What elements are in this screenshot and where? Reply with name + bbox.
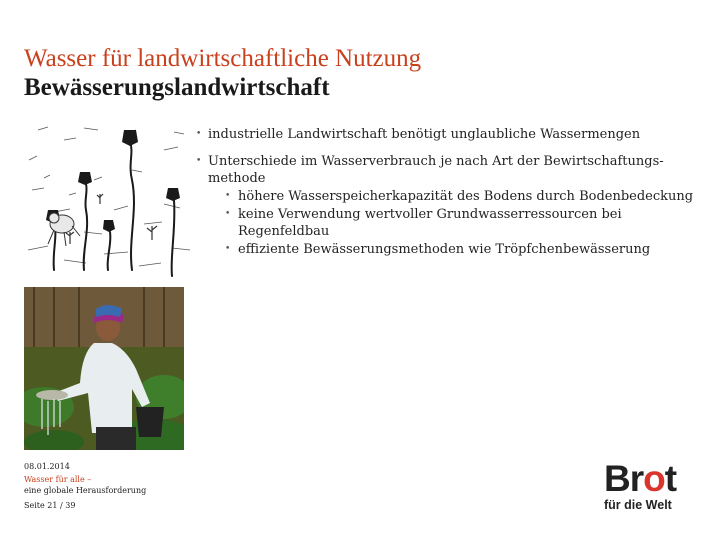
- bullet-text: industrielle Landwirtschaft benötigt unglaubliche Wassermengen: [208, 127, 641, 142]
- bullet-item: [196, 153, 700, 258]
- footer-title-line1: Wasser für alle –: [24, 475, 92, 484]
- sub-bullet-item: • höhere Wasserspeicherkapazität des Bodens durch Bodenbedeckung: [208, 188, 700, 205]
- footer-date: 08.01.2014: [24, 462, 70, 471]
- cartoon-illustration: [24, 120, 194, 278]
- logo-wordmark-o: o: [643, 458, 665, 499]
- bullet-text: Unterschiede im Wasserverbrauch je nach Art der Bewirtschaftungs-methode: [208, 154, 664, 186]
- bullet-item: [196, 126, 700, 143]
- sub-bullet-item: • effiziente Bewässerungsmethoden wie Tröpfchenbewässerung: [208, 241, 700, 258]
- brot-fuer-die-welt-logo: [604, 458, 704, 514]
- slide-title-block: [24, 44, 421, 102]
- slide-title: Wasser für landwirtschaftliche Nutzung: [24, 45, 422, 72]
- slide-subtitle: Bewässerungslandwirtschaft: [24, 74, 330, 101]
- footer-page-number: Seite 21 / 39: [24, 501, 76, 510]
- logo-wordmark-prefix: Br: [604, 458, 644, 499]
- footer-title-line2: eine globale Herausforderung: [24, 486, 147, 495]
- bullet-content: [196, 126, 700, 268]
- sub-bullet-item: • keine Verwendung wertvoller Grundwasserressourcen bei Regenfeldbau: [208, 206, 700, 240]
- garden-photo: [24, 287, 184, 450]
- logo-subline: für die Welt: [604, 498, 672, 512]
- sub-bullet-list: [208, 188, 700, 258]
- logo-wordmark-suffix: t: [664, 458, 677, 499]
- slide-footer: [24, 461, 146, 511]
- logo-wordmark: [604, 458, 704, 499]
